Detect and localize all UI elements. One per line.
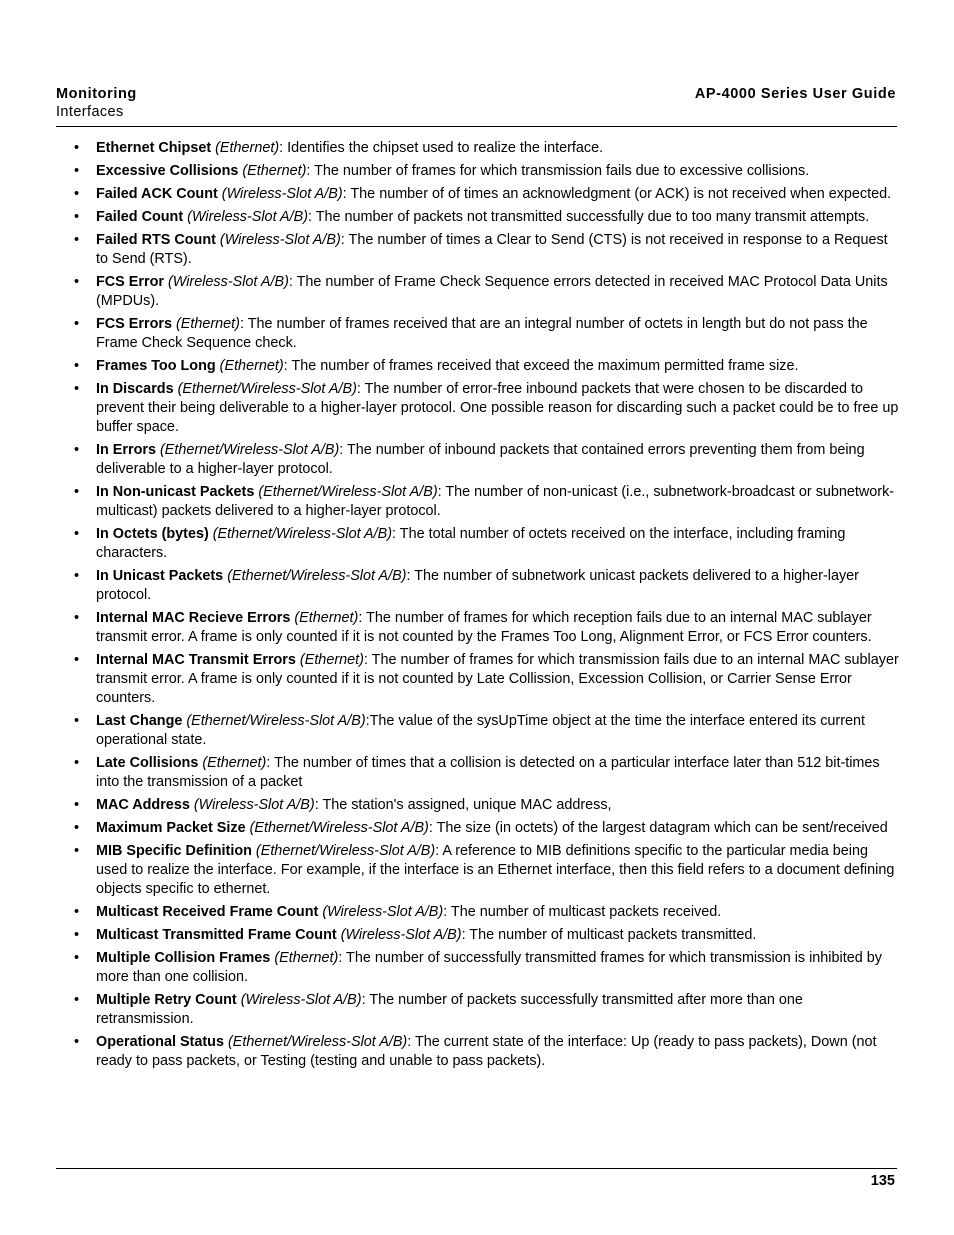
entry-term: Ethernet Chipset (96, 140, 212, 156)
bullet-marker: • (74, 526, 80, 542)
entry-term: Internal MAC Recieve Errors (96, 610, 291, 626)
list-item (0, 819, 954, 838)
entry-term: Last Change (96, 713, 183, 729)
entry-term: MIB Specific Definition (96, 843, 252, 859)
entry-scope: (Ethernet/Wireless-Slot A/B) (227, 568, 407, 584)
bullet-marker: • (74, 484, 80, 500)
list-item (0, 162, 954, 181)
list-item (0, 357, 954, 376)
entry-term: In Discards (96, 381, 174, 397)
bullet-marker: • (74, 381, 80, 397)
entry-term: FCS Errors (96, 316, 172, 332)
entry-term: MAC Address (96, 797, 190, 813)
header-rule (56, 126, 897, 127)
list-item (0, 231, 954, 269)
entry-scope: (Ethernet/Wireless-Slot A/B) (249, 820, 429, 836)
entry-description: : The number of frames for which transmission fails due to excessive collisions. (306, 163, 810, 179)
bullet-marker: • (74, 820, 80, 836)
header-guide-title: AP-4000 Series User Guide (694, 86, 896, 102)
entry-scope: (Ethernet/Wireless-Slot A/B) (227, 1034, 408, 1050)
entry-description: : The number of Frame Check Sequence errors detected in received MAC Protocol Data Units (MPDUs). (96, 274, 888, 309)
entry-scope: (Ethernet/Wireless-Slot A/B) (186, 713, 366, 729)
entry-scope: (Wireless-Slot A/B) (340, 927, 462, 943)
entry-scope: (Ethernet) (274, 950, 339, 966)
list-item (0, 273, 954, 311)
list-item (0, 380, 954, 437)
entry-description: : The number of frames for which transmission fails due to an internal MAC sublayer transmit error. A frame is only counted if it is not counted by Late Collission, Excession Collision, or Carrier Sense Error counters. (96, 652, 899, 706)
entry-term: Failed Count (96, 209, 184, 225)
bullet-marker: • (74, 610, 80, 626)
entry-description: : The number of non-unicast (i.e., subnetwork-broadcast or subnetwork-multicast) packets delivered to a higher-layer protocol. (96, 484, 895, 519)
entry-description: : The number of frames received that are an integral number of octets in length but do not pass the Frame Check Sequence check. (96, 316, 868, 351)
list-item (0, 754, 954, 792)
bullet-marker: • (74, 755, 80, 771)
entry-description: : The number of multicast packets received. (443, 904, 722, 920)
entry-term: In Unicast Packets (96, 568, 224, 584)
entry-description: : The number of error-free inbound packets that were chosen to be discarded to prevent their being deliverable to a higher-layer protocol. One possible reason for discarding such a packet could be to free up buffer space. (96, 381, 899, 435)
entry-scope: (Wireless-Slot A/B) (221, 186, 343, 202)
list-item (0, 483, 954, 521)
entry-term: Late Collisions (96, 755, 199, 771)
header-section-title: Monitoring (56, 86, 137, 102)
entry-scope: (Ethernet) (242, 163, 307, 179)
list-item (0, 949, 954, 987)
bullet-marker: • (74, 713, 80, 729)
entry-description: : The number of frames for which reception fails due to an internal MAC sublayer transmit error. A frame is only counted if it is not counted by the Frames Too Long, Alignment Error, or FCS Error counters. (96, 610, 872, 645)
bullet-marker: • (74, 316, 80, 332)
entry-description: : The number of packets successfully transmitted after more than one retransmission. (96, 992, 803, 1027)
definition-list (0, 139, 954, 1075)
bullet-marker: • (74, 140, 80, 156)
entry-scope: (Wireless-Slot A/B) (187, 209, 309, 225)
entry-description: :The value of the sysUpTime object at the time the interface entered its current operational state. (96, 713, 866, 748)
entry-description: : The number of multicast packets transmitted. (461, 927, 757, 943)
list-item (0, 185, 954, 204)
bullet-marker: • (74, 163, 80, 179)
entry-scope: (Ethernet) (299, 652, 364, 668)
entry-scope: (Wireless-Slot A/B) (167, 274, 289, 290)
list-item (0, 567, 954, 605)
bullet-marker: • (74, 442, 80, 458)
entry-scope: (Ethernet) (202, 755, 267, 771)
list-item (0, 991, 954, 1029)
bullet-marker: • (74, 927, 80, 943)
bullet-marker: • (74, 568, 80, 584)
entry-term: Internal MAC Transmit Errors (96, 652, 296, 668)
entry-description: : The number of times a Clear to Send (CTS) is not received in response to a Request to Send (RTS). (96, 232, 888, 267)
entry-term: In Octets (bytes) (96, 526, 209, 542)
page-number: 135 (870, 1173, 895, 1189)
bullet-marker: • (74, 992, 80, 1008)
entry-term: Multicast Transmitted Frame Count (96, 927, 337, 943)
running-header-left (56, 86, 137, 121)
list-item (0, 796, 954, 815)
bullet-marker: • (74, 186, 80, 202)
bullet-marker: • (74, 358, 80, 374)
entry-scope: (Wireless-Slot A/B) (240, 992, 362, 1008)
list-item (0, 903, 954, 922)
entry-description: : The number of successfully transmitted frames for which transmission is inhibited by more than one collision. (96, 950, 882, 985)
entry-description: : The number of packets not transmitted successfully due to too many transmit attempts. (308, 209, 870, 225)
bullet-marker: • (74, 843, 80, 859)
entry-description: : The size (in octets) of the largest datagram which can be sent/received (428, 820, 888, 836)
entry-description: : The number of of times an acknowledgment (or ACK) is not received when expected. (342, 186, 892, 202)
entry-term: Multicast Received Frame Count (96, 904, 319, 920)
bullet-marker: • (74, 904, 80, 920)
list-item (0, 926, 954, 945)
bullet-marker: • (74, 209, 80, 225)
entry-scope: (Ethernet/Wireless-Slot A/B) (159, 442, 340, 458)
entry-term: Failed ACK Count (96, 186, 218, 202)
entry-term: Maximum Packet Size (96, 820, 246, 836)
entry-term: Multiple Collision Frames (96, 950, 271, 966)
entry-term: Excessive Collisions (96, 163, 239, 179)
list-item (0, 525, 954, 563)
entry-scope: (Ethernet/Wireless-Slot A/B) (258, 484, 438, 500)
list-item (0, 441, 954, 479)
entry-description: : The total number of octets received on the interface, including framing characters. (96, 526, 846, 561)
entry-scope: (Ethernet/Wireless-Slot A/B) (212, 526, 393, 542)
entry-scope: (Ethernet) (175, 316, 240, 332)
list-item (0, 139, 954, 158)
entry-term: In Non-unicast Packets (96, 484, 255, 500)
list-item (0, 1033, 954, 1071)
entry-term: Multiple Retry Count (96, 992, 237, 1008)
bullet-marker: • (74, 274, 80, 290)
list-item (0, 609, 954, 647)
header-subsection-title: Interfaces (56, 104, 124, 120)
entry-scope: (Ethernet) (294, 610, 359, 626)
entry-scope: (Ethernet) (215, 140, 280, 156)
entry-description: : A reference to MIB definitions specific to the particular media being used to realize the interface. For example, if the interface is an Ethernet interface, then this field refers to a document defining objects specific to ethernet. (96, 843, 895, 897)
list-item (0, 651, 954, 708)
entry-term: FCS Error (96, 274, 164, 290)
footer-rule (56, 1168, 897, 1169)
entry-term: Failed RTS Count (96, 232, 216, 248)
entry-scope: (Ethernet) (219, 358, 284, 374)
bullet-marker: • (74, 950, 80, 966)
entry-description: : The number of subnetwork unicast packets delivered to a higher-layer protocol. (96, 568, 859, 603)
bullet-marker: • (74, 1034, 80, 1050)
entry-description: : The current state of the interface: Up (ready to pass packets), Down (not ready to pass packets, or Testing (testing and unable to pass packets). (96, 1034, 877, 1069)
entry-term: Frames Too Long (96, 358, 216, 374)
bullet-marker: • (74, 652, 80, 668)
entry-scope: (Wireless-Slot A/B) (322, 904, 444, 920)
list-item (0, 712, 954, 750)
entry-description: : Identifies the chipset used to realize the interface. (279, 140, 604, 156)
entry-term: In Errors (96, 442, 156, 458)
bullet-marker: • (74, 797, 80, 813)
list-item (0, 315, 954, 353)
entry-scope: (Wireless-Slot A/B) (219, 232, 341, 248)
bullet-marker: • (74, 232, 80, 248)
list-item (0, 842, 954, 899)
entry-description: : The number of frames received that exceed the maximum permitted frame size. (283, 358, 799, 374)
entry-scope: (Ethernet/Wireless-Slot A/B) (177, 381, 357, 397)
entry-description: : The number of inbound packets that contained errors preventing them from being deliverable to a higher-layer protocol. (96, 442, 865, 477)
list-item (0, 208, 954, 227)
entry-term: Operational Status (96, 1034, 224, 1050)
entry-description: : The station's assigned, unique MAC address, (314, 797, 612, 813)
entry-description: : The number of times that a collision is detected on a particular interface later than 512 bit-times into the transmission of a packet (96, 755, 880, 790)
entry-scope: (Wireless-Slot A/B) (193, 797, 315, 813)
entry-scope: (Ethernet/Wireless-Slot A/B) (255, 843, 436, 859)
